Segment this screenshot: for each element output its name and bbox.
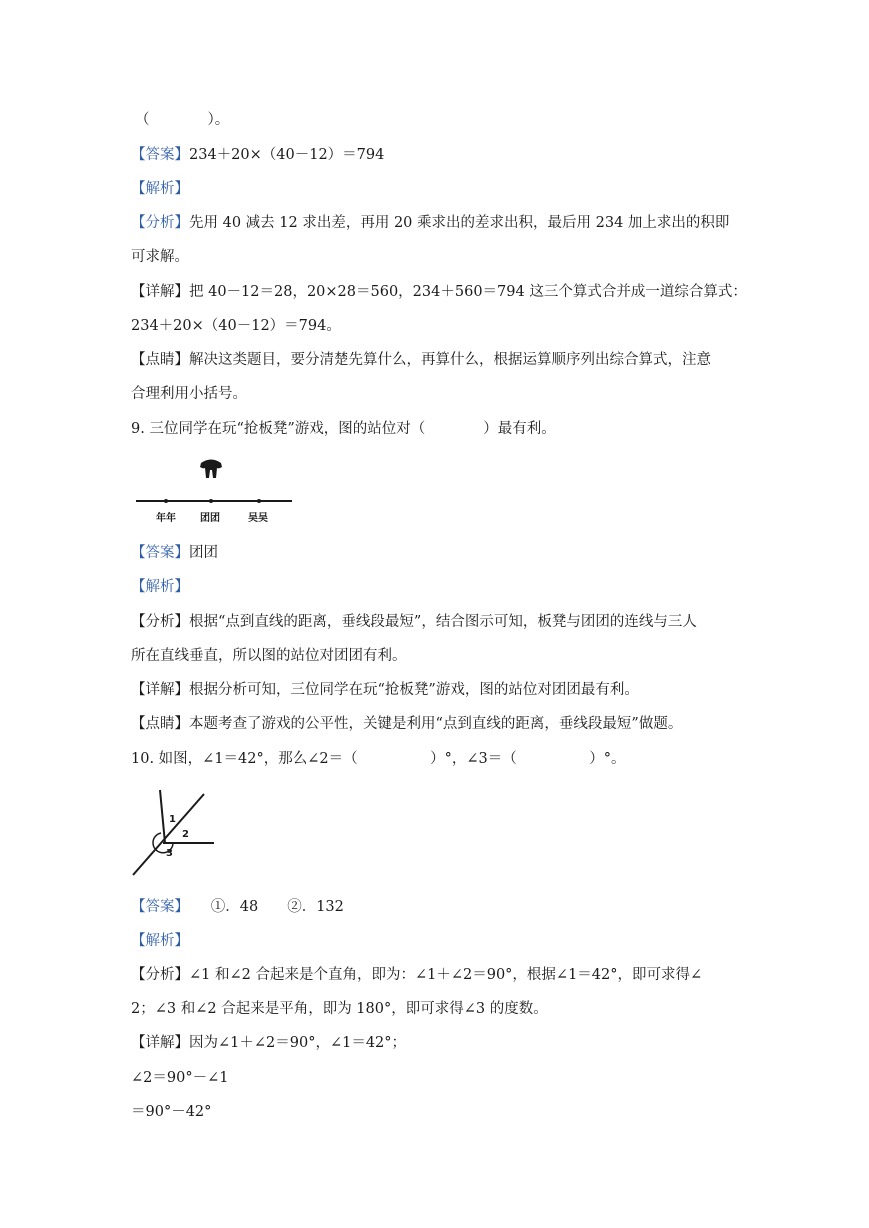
angle-label-2: 2 [182, 829, 189, 840]
answer-line [131, 543, 218, 563]
text-line: 可求解。 [131, 249, 189, 265]
angle-figure [130, 788, 220, 880]
question-9: 9. 三位同学在玩“抢板凳”游戏，图的站位对（ ）最有利。 [131, 421, 556, 437]
vertical-line [160, 790, 165, 843]
text-line: ＝90°－42° [131, 1104, 212, 1120]
answer-tag: 【答案】 [131, 899, 182, 915]
answer-line [131, 145, 384, 165]
stool-icon [200, 460, 222, 479]
analysis-header: 【解析】 [131, 579, 189, 595]
text-line: ∠2＝90°－∠1 [131, 1070, 229, 1086]
text-line: 【详解】根据分析可知，三位同学在玩“抢板凳”游戏，图的站位对团团最有利。 [131, 682, 639, 698]
answer-line [131, 897, 344, 917]
text-line: 【分析】∠1 和∠2 合起来是个直角，即为：∠1＋∠2＝90°，根据∠1＝42°，即可求得∠ [131, 967, 703, 983]
text-line: 234＋20×（40－12）＝794。 [131, 318, 341, 334]
text-line: 所在直线垂直，所以图的站位对团团有利。 [131, 648, 407, 664]
answer-text: 234＋20×（40－12）＝794 [189, 147, 385, 163]
label-niannian: 年年 [156, 513, 176, 524]
text-line: 【详解】因为∠1＋∠2＝90°，∠1＝42°； [131, 1035, 407, 1051]
answer-tag: 【答案】 [131, 147, 189, 163]
answer-text: ①．48 ②．132 [181, 899, 344, 915]
analysis-header: 【解析】 [131, 933, 189, 949]
answer-text: 团团 [189, 545, 218, 561]
point-wuwu [257, 499, 261, 503]
label-tuantuan: 团团 [200, 513, 220, 524]
point-tuantuan [209, 499, 213, 503]
angle-label-3: 3 [166, 848, 173, 859]
text-line: （ ）。 [135, 112, 230, 128]
analysis-tag: 【分析】 [131, 215, 189, 231]
text-line: 2；∠3 和∠2 合起来是平角，即为 180°，即可求得∠3 的度数。 [131, 1001, 548, 1017]
question-10: 10. 如图，∠1＝42°，那么∠2＝（ ）°，∠3＝（ ）°。 [131, 751, 626, 767]
text-line: 【分析】根据“点到直线的距离，垂线段最短”，结合图示可知，板凳与团团的连线与三人 [131, 614, 697, 630]
label-wuwu: 吴吴 [248, 513, 268, 524]
point-niannian [164, 499, 168, 503]
angle-label-1: 1 [169, 814, 176, 825]
analysis-header: 【解析】 [131, 181, 189, 197]
answer-tag: 【答案】 [131, 545, 189, 561]
text-line: 合理利用小括号。 [131, 386, 247, 402]
diagonal-line [133, 794, 204, 875]
text-line: 【分析】先用 40 减去 12 求出差，再用 20 乘求出的差求出积，最后用 234 加上求出的积即 [131, 215, 730, 231]
text-line: 【详解】把 40－12＝28，20×28＝560，234＋560＝794 这三个算式合并成一道综合算式： [131, 284, 747, 300]
stool-figure [134, 456, 294, 530]
text-line: 【点睛】本题考查了游戏的公平性，关键是利用“点到直线的距离，垂线段最短”做题。 [131, 716, 683, 732]
text-line: 【点睛】解决这类题目，要分清楚先算什么，再算什么，根据运算顺序列出综合算式，注意 [131, 352, 711, 368]
